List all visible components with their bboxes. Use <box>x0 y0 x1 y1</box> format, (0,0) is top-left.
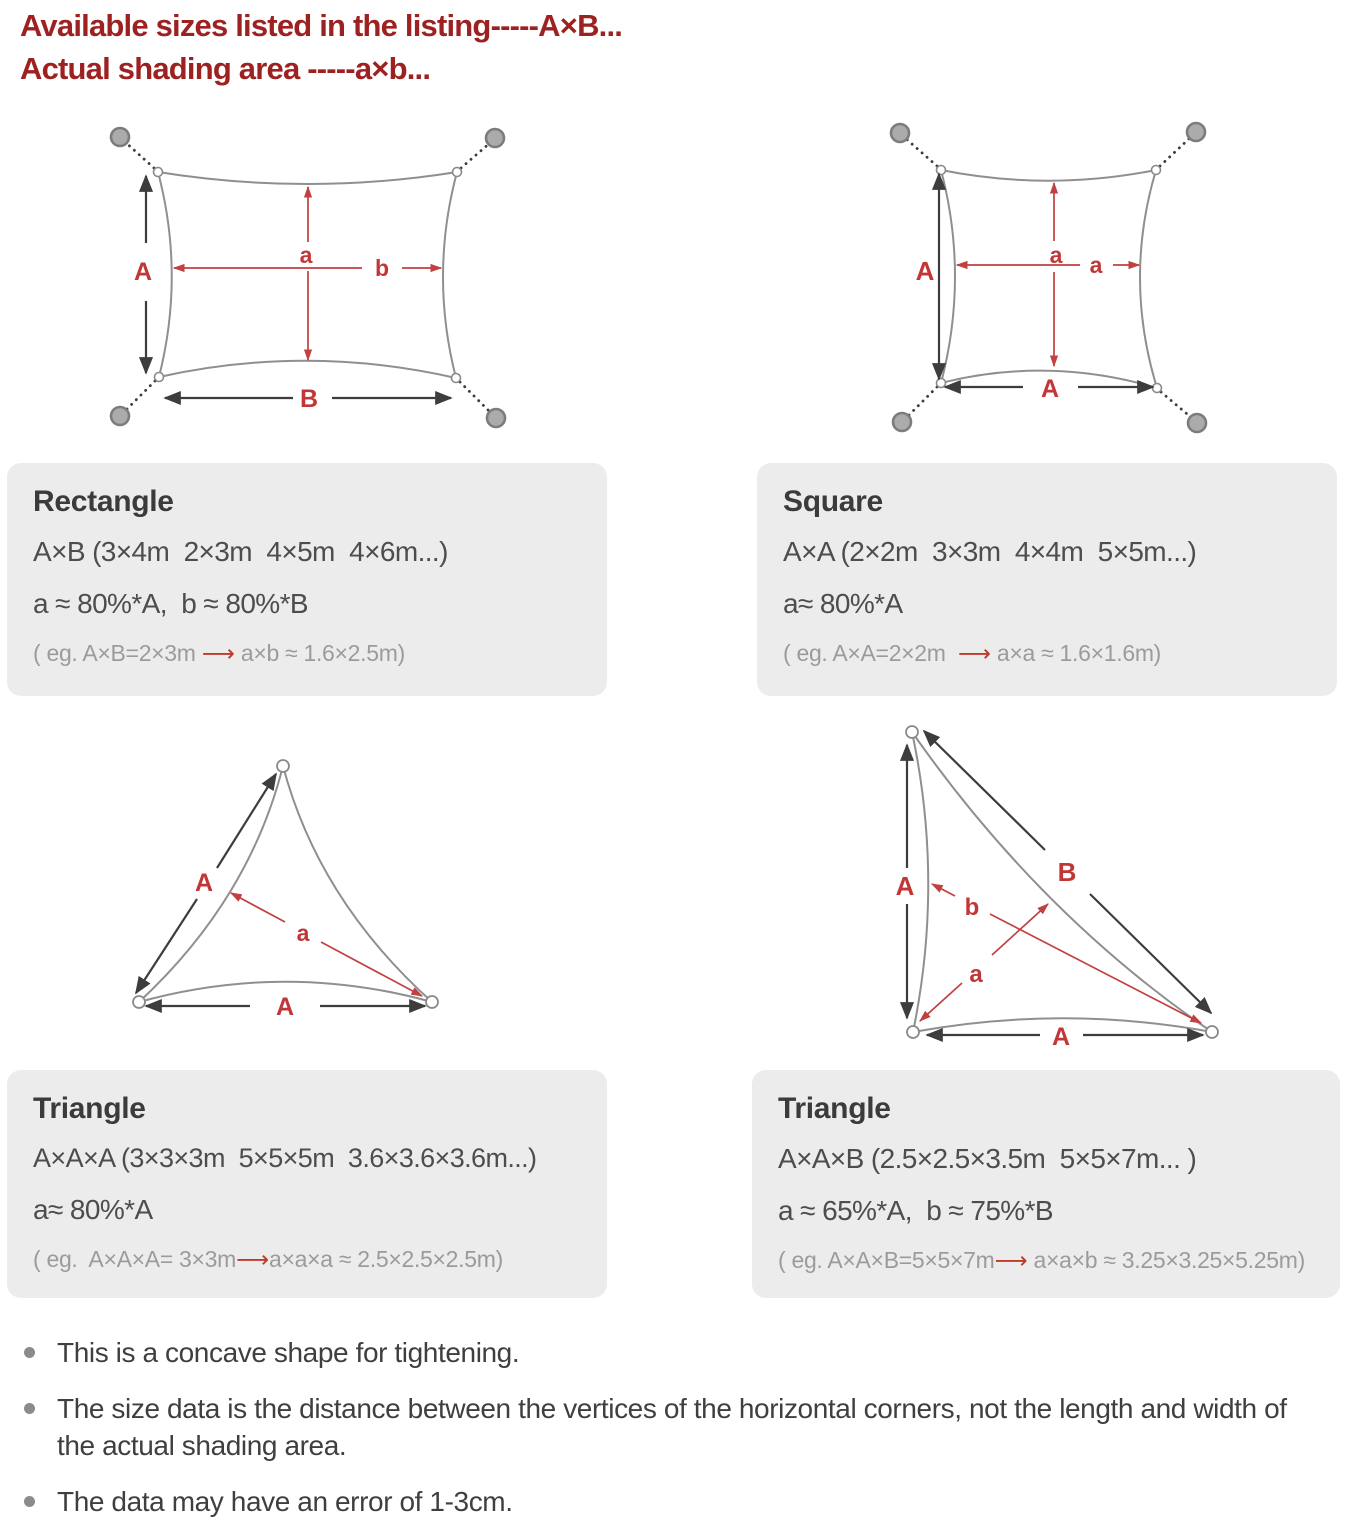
rectangle-sail-diagram <box>80 110 600 440</box>
dim-label-A-left: A <box>133 258 153 286</box>
square-sail-diagram <box>830 110 1310 440</box>
triangle-right-card <box>752 1070 1340 1298</box>
dim-label-B-hypotenuse: B <box>1057 857 1077 887</box>
dim-label-a-horizontal: a <box>1089 252 1103 278</box>
card-sizes: A×A×B (2.5×2.5×3.5m 5×5×7m... ) <box>778 1143 1197 1174</box>
header-line-1: Available sizes listed in the listing-----A×B... <box>20 8 623 43</box>
card-example <box>33 640 583 667</box>
triangle-right-diagram <box>850 710 1330 1070</box>
sail-outline <box>139 766 432 1002</box>
arrow-right-icon: ⟶ <box>201 641 235 667</box>
note-item <box>24 1334 1334 1371</box>
example-prefix: ( eg. A×A×A= 3×3m <box>33 1246 237 1272</box>
card-title: Rectangle <box>33 485 174 518</box>
square-card <box>757 463 1337 696</box>
dim-label-b: b <box>964 894 980 921</box>
header-title <box>20 4 622 90</box>
bullet-icon <box>24 1347 35 1358</box>
note-item <box>24 1483 1334 1520</box>
notes-list <box>24 1334 1334 1539</box>
dim-label-A-bottom: A <box>1040 375 1060 403</box>
arrow-right-icon: ⟶ <box>994 1248 1028 1274</box>
triangle-equilateral-diagram <box>100 730 600 1060</box>
example-prefix: ( eg. A×B=2×3m <box>33 640 202 666</box>
bullet-icon <box>24 1496 35 1507</box>
example-prefix: ( eg. A×A×B=5×5×7m <box>778 1247 995 1273</box>
card-sizes: A×B (3×4m 2×3m 4×5m 4×6m...) <box>33 536 448 567</box>
dim-label-a: a <box>969 961 983 988</box>
dim-label-A-side: A <box>194 869 214 897</box>
arrow-right-icon: ⟶ <box>236 1247 269 1273</box>
example-prefix: ( eg. A×A=2×2m <box>783 640 958 666</box>
triangle-card <box>7 1070 607 1298</box>
dim-label-A-left: A <box>915 256 935 286</box>
dim-label-a-vertical: a <box>1049 242 1063 268</box>
card-formula: a≈ 80%*A <box>783 588 903 619</box>
example-suffix: a×a ≈ 1.6×1.6m) <box>990 640 1162 666</box>
card-example <box>778 1247 1316 1274</box>
card-example <box>783 640 1313 667</box>
dim-label-A-bottom: A <box>275 993 295 1021</box>
dim-label-A-side: A <box>895 871 915 901</box>
note-text: This is a concave shape for tightening. <box>57 1337 520 1368</box>
dim-label-b: b <box>374 255 390 281</box>
sail-outline <box>941 170 1157 388</box>
card-formula: a ≈ 80%*A, b ≈ 80%*B <box>33 588 308 619</box>
card-formula: a ≈ 65%*A, b ≈ 75%*B <box>778 1195 1053 1226</box>
card-formula: a≈ 80%*A <box>33 1194 153 1225</box>
rectangle-card <box>7 463 607 696</box>
example-suffix: a×a×a ≈ 2.5×2.5×2.5m) <box>269 1246 503 1272</box>
dim-label-B-bottom: B <box>299 385 319 413</box>
header-line-2: Actual shading area -----a×b... <box>20 51 431 86</box>
note-item <box>24 1390 1334 1464</box>
example-suffix: a×a×b ≈ 3.25×3.25×5.25m) <box>1027 1247 1305 1273</box>
card-title: Triangle <box>778 1092 891 1125</box>
arrow-right-icon: ⟶ <box>957 641 991 667</box>
card-sizes: A×A (2×2m 3×3m 4×4m 5×5m...) <box>783 536 1197 567</box>
dim-label-A-bottom: A <box>1051 1023 1071 1051</box>
card-example <box>33 1246 583 1273</box>
bullet-icon <box>24 1403 35 1414</box>
card-sizes: A×A×A (3×3×3m 5×5×5m 3.6×3.6×3.6m...) <box>33 1143 537 1173</box>
note-text: The size data is the distance between the vertices of the horizontal corners, not the length and width of the actual shading area. <box>57 1393 1287 1461</box>
note-text: The data may have an error of 1-3cm. <box>57 1486 513 1517</box>
card-title: Square <box>783 485 883 518</box>
example-suffix: a×b ≈ 1.6×2.5m) <box>234 640 405 666</box>
dim-label-a: a <box>296 920 310 946</box>
dim-label-a: a <box>299 242 313 268</box>
card-title: Triangle <box>33 1092 146 1125</box>
